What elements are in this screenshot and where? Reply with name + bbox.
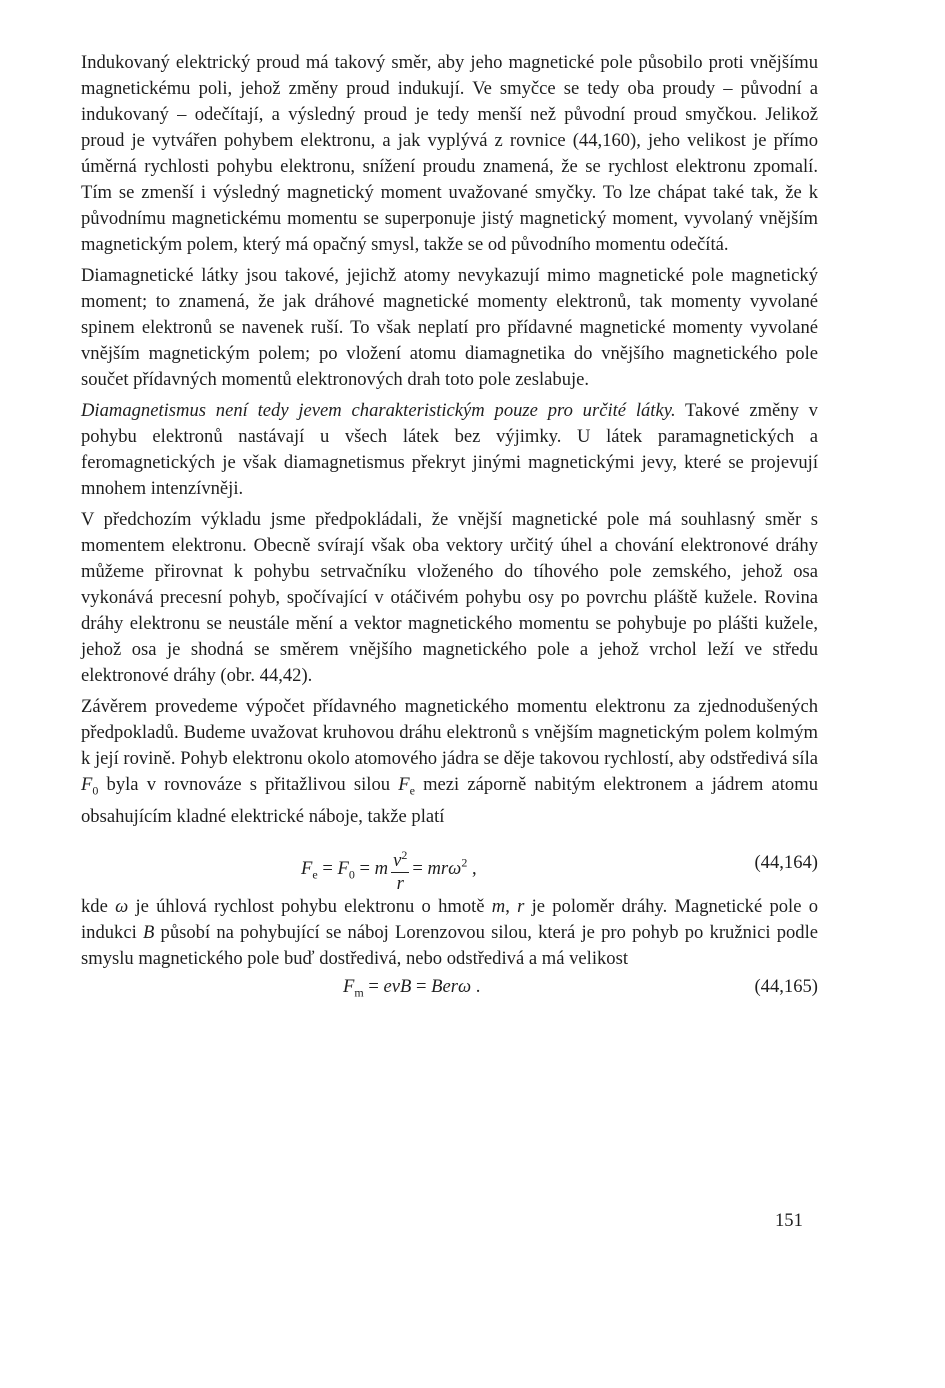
page-number: 151	[775, 1210, 803, 1231]
equation-44-165-number: (44,165)	[754, 975, 818, 997]
paragraph-5-c: mezi záporně nabitým elektronem a jádrem atomu obsahujícím kladné elektrické náboje, takže platí	[81, 774, 818, 827]
paragraph-5-b: byla v rovnováze s přitažlivou silou	[98, 774, 399, 795]
paragraph-1: Indukovaný elektrický proud má takový směr, aby jeho magnetické pole působilo proti vnějšímu magnetickému poli, jehož změny proud indukují. Ve smyčce se tedy oba proudy – původní a indukovaný – odečítají, a výsledný proud je tedy menší než původní proud smyčkou. Jelikož proud je vytvářen pohybem elektronu, a jak vyplývá z rovnice (44,160), jeho velikost je přímo úměrná rychlosti pohybu elektronu, snížení proudu znamená, že se rychlost elektronu zpomalí. Tím se zmenší i výsledný magnetický moment uvažované smyčky. To lze chápat také tak, že k původnímu magnetickému momentu se superponuje jistý magnetický moment, vyvolaný vnějším magnetickým polem, který má opačný smysl, takže se od původního momentu odečítá.	[81, 52, 818, 255]
equation-44-164-number: (44,164)	[754, 851, 818, 873]
paragraph-3	[81, 398, 818, 502]
paragraph-4: V předchozím výkladu jsme předpokládali, že vnější magnetické pole má souhlasný směr s momentem elektronu. Obecně svírají však oba vektory určitý úhel a chování elektronové dráhy můžeme přirovnat k pohybu setrvačníku vloženého do tíhového pole zemského, jehož osa vykonává precesní pohyb, spočívající v otáčivém pohybu osy po povrchu pláště kužele. Rovina dráhy elektronu se neustále mění a vektor magnetického momentu se pohybuje po plášti kužele, jehož osa je shodná se směrem vnějšího magnetického pole a jehož vrchol leží ve středu elektronové dráhy (obr. 44,42).	[81, 509, 818, 686]
paragraph-5-a: Závěrem provedeme výpočet přídavného magnetického momentu elektronu za zjednodušených předpokladů. Budeme uvažovat kruhovou dráhu elektronů s vnějším magnetickým polem kolmým k její rovině. Pohyb elektronu okolo atomového jádra se děje takovou rychlostí, aby odstředivá síla	[81, 696, 818, 769]
paragraph-6: kde ω je úhlová rychlost pohybu elektronu o hmotě m, r je poloměr dráhy. Magnetické pole o indukci B působí na pohybující se náboj Lorenzovou silou, která je pro pohyb po kružnici podle smyslu magnetického pole buď dostředivá, nebo odstředivá a má velikost	[81, 895, 819, 969]
equation-44-164-formula: $F_e = F_0 = m$ $\frac{v^2}{r}$ = mrω$^2$ ,	[301, 844, 477, 895]
paragraph-6-b: je úhlová rychlost pohybu elektronu o hmotě	[128, 895, 492, 917]
paragraph-6-c: ,	[505, 895, 518, 917]
equation-44-165-formula: $F_m$ = evB = Berω .	[343, 975, 481, 1000]
equation-44-164	[81, 830, 818, 894]
paragraph-6-e: působí na pohybující se náboj Lorenzovou silou, která je pro pohyb po kružnici podle smyslu magnetického pole buď dostředivá, nebo odstředivá a má velikost	[81, 921, 818, 969]
paragraph-5: Závěrem provedeme výpočet přídavného magnetického momentu elektronu za zjednodušených předpokladů. Budeme uvažovat kruhovou dráhu elektronů s vnějším magnetickým polem kolmým k její rovině. Pohyb elektronu okolo atomového jádra se děje takovou rychlostí, aby odstředivá síla $F_0$ byla v rovnováze s přitažlivou silou $F_e$ mezi záporně nabitým elektronem a jádrem atomu obsahujícím kladné elektrické náboje, takže platí	[81, 696, 818, 827]
paragraph-3-rest: Takové změny v pohybu elektronů nastávají u všech látek bez výjimky. U látek paramagnetických a feromagnetických je však diamagnetismus překryt jinými magnetickými jevy, které se projevují mnohem intenzívněji.	[81, 400, 818, 499]
paragraph-6-d: je poloměr dráhy. Magnetické pole o indukci	[81, 895, 819, 943]
equation-44-165	[81, 972, 818, 1006]
page-body	[81, 50, 818, 1006]
paragraph-6-a: kde	[81, 895, 116, 917]
paragraph-2: Diamagnetické látky jsou takové, jejichž atomy nevykazují mimo magnetické pole magnetický moment; to znamená, že jak dráhové magnetické momenty elektronů, tak momenty vyvolané spinem elektronů se navenek ruší. To však neplatí pro přídavné magnetické momenty vyvolané vnějším magnetickým polem; po vložení atomu diamagnetika do vnějšího magnetického pole součet přídavných momentů elektronových drah toto pole zeslabuje.	[81, 265, 818, 390]
paragraph-3-italic: Diamagnetismus není tedy jevem charakteristickým pouze pro určité látky.	[81, 400, 676, 421]
